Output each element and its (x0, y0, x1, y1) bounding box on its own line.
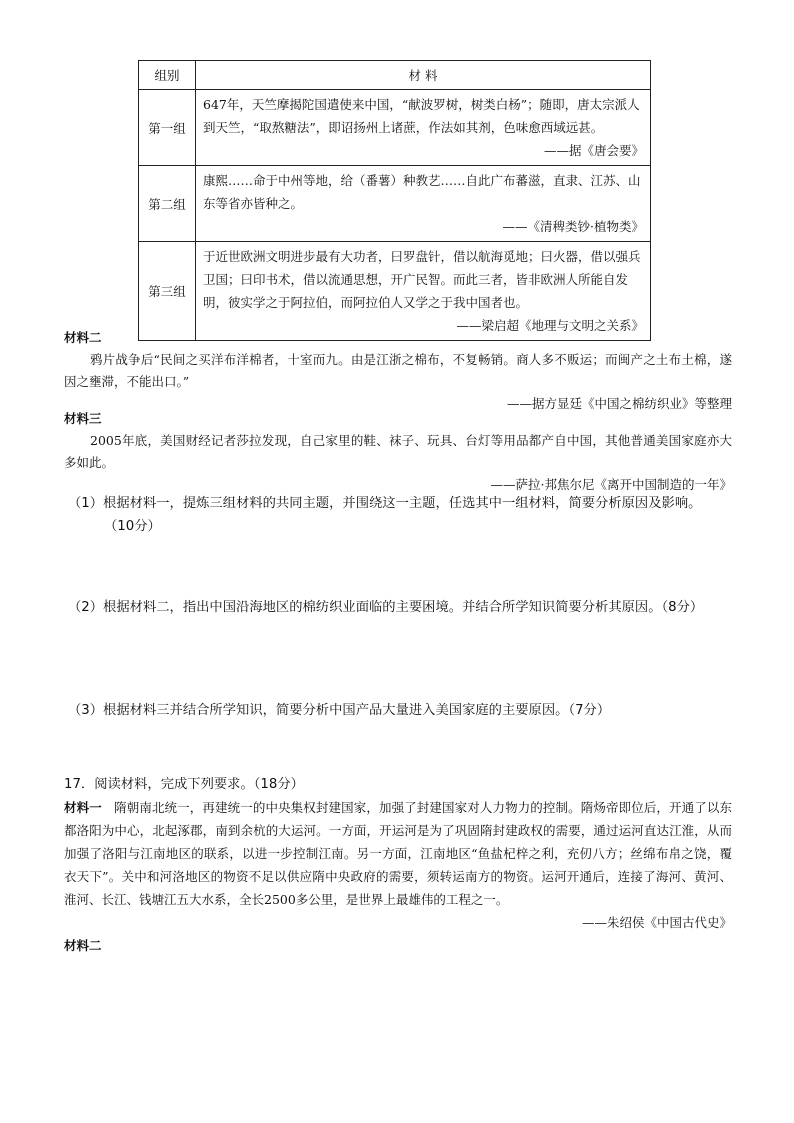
material-two-source: ——据方显廷《中国之棉纺织业》等整理 (506, 396, 732, 411)
header-material: 材 料 (196, 61, 651, 90)
material-text: 康熙……命于中州等地，给（番薯）种教艺……自此广布蕃滋，直隶、江苏、山东等省亦皆种之。 (203, 173, 641, 211)
group-material (196, 90, 651, 166)
material-two-label: 材料二 (64, 330, 102, 345)
group-material (196, 242, 651, 341)
question-1-score: （10分） (104, 519, 161, 534)
material-three-block (64, 408, 732, 496)
material-text: 647年，天竺摩揭陀国遣使来中国，“献波罗树，树类白杨”；随即，唐太宗派人到天竺，“取熬糖法”，即诏扬州上诸蔗，作法如其剂，色味愈西域远甚。 (203, 97, 640, 135)
material-one-label: 材料一 (64, 800, 102, 815)
material-three-text: 2005年底，美国财经记者莎拉发现，自己家里的鞋、袜子、玩具、台灯等用品都产自中国，其他普通美国家庭亦大多如此。 (64, 433, 732, 470)
header-group: 组别 (139, 61, 196, 90)
group-material (196, 166, 651, 242)
material-two-block (64, 327, 732, 415)
material-source: ——梁启超《地理与文明之关系》 (456, 318, 644, 333)
table-row (139, 242, 651, 341)
table-row (139, 90, 651, 166)
materials-table (138, 60, 651, 341)
material-three-label: 材料三 (64, 411, 102, 426)
table-row (139, 166, 651, 242)
group-label: 第三组 (139, 242, 196, 341)
question-3 (68, 699, 732, 722)
question-1-text: （1）根据材料一，提炼三组材料的共同主题，并围绕这一主题，任选其中一组材料，简要分析原因及影响。 (68, 496, 702, 511)
material-source: ——《清稗类钞·植物类》 (502, 219, 644, 234)
section-17 (64, 773, 732, 957)
question-2 (68, 596, 732, 619)
question-3-text: （3）根据材料三并结合所学知识，简要分析中国产品大量进入美国家庭的主要原因。（7分） (68, 703, 611, 718)
section-17-material-two-label: 材料二 (64, 938, 102, 953)
table-header-row (139, 61, 651, 90)
material-source: ——据《唐会要》 (543, 143, 644, 158)
material-one-text: 隋朝南北统一，再建统一的中央集权封建国家，加强了封建国家对人力物力的控制。隋炀帝即位后，开通了以东都洛阳为中心，北起涿郡，南到余杭的大运河。一方面，开运河是为了巩固隋封建政权的需要，通过运河直达江淮，从而加强了洛阳与江南地区的联系，以进一步控制江南。另一方面，江南地区“鱼盐杞梓之利，充仞八方；丝绵布帛之饶，覆衣天下”。关中和河洛地区的物资不足以供应隋中央政府的需要，须转运南方的物资。运河开通后，连接了海河、黄河、淮河、长江、钱塘江五大水系，全长2500多公里，是世界上最雄伟的工程之一。 (64, 800, 732, 907)
section-17-material-one (64, 796, 732, 911)
group-label: 第二组 (139, 166, 196, 242)
section-17-title: 17．阅读材料，完成下列要求。（18分） (64, 777, 304, 792)
material-two-text: 鸦片战争后“民间之买洋布洋棉者，十室而九。由是江浙之棉布，不复畅销。商人多不贩运；而闽产之土布土棉，遂因之壅滞，不能出口。” (64, 352, 732, 389)
material-text: 于近世欧洲文明进步最有大功者，曰罗盘针，借以航海觅地；曰火器，借以强兵卫国；曰印书术，借以流通思想，开广民智。而此三者，皆非欧洲人所能自发明，彼实学之于阿拉伯，而阿拉伯人又学之于我中国者也。 (203, 249, 641, 310)
material-one-source: ——朱绍侯《中国古代史》 (581, 915, 732, 930)
question-1 (68, 492, 732, 538)
material-three-source: ——萨拉·邦焦尔尼《离开中国制造的一年》 (490, 477, 732, 492)
group-label: 第一组 (139, 90, 196, 166)
question-2-text: （2）根据材料二，指出中国沿海地区的棉纺织业面临的主要困境。并结合所学知识简要分析其原因。（8分） (68, 600, 704, 615)
